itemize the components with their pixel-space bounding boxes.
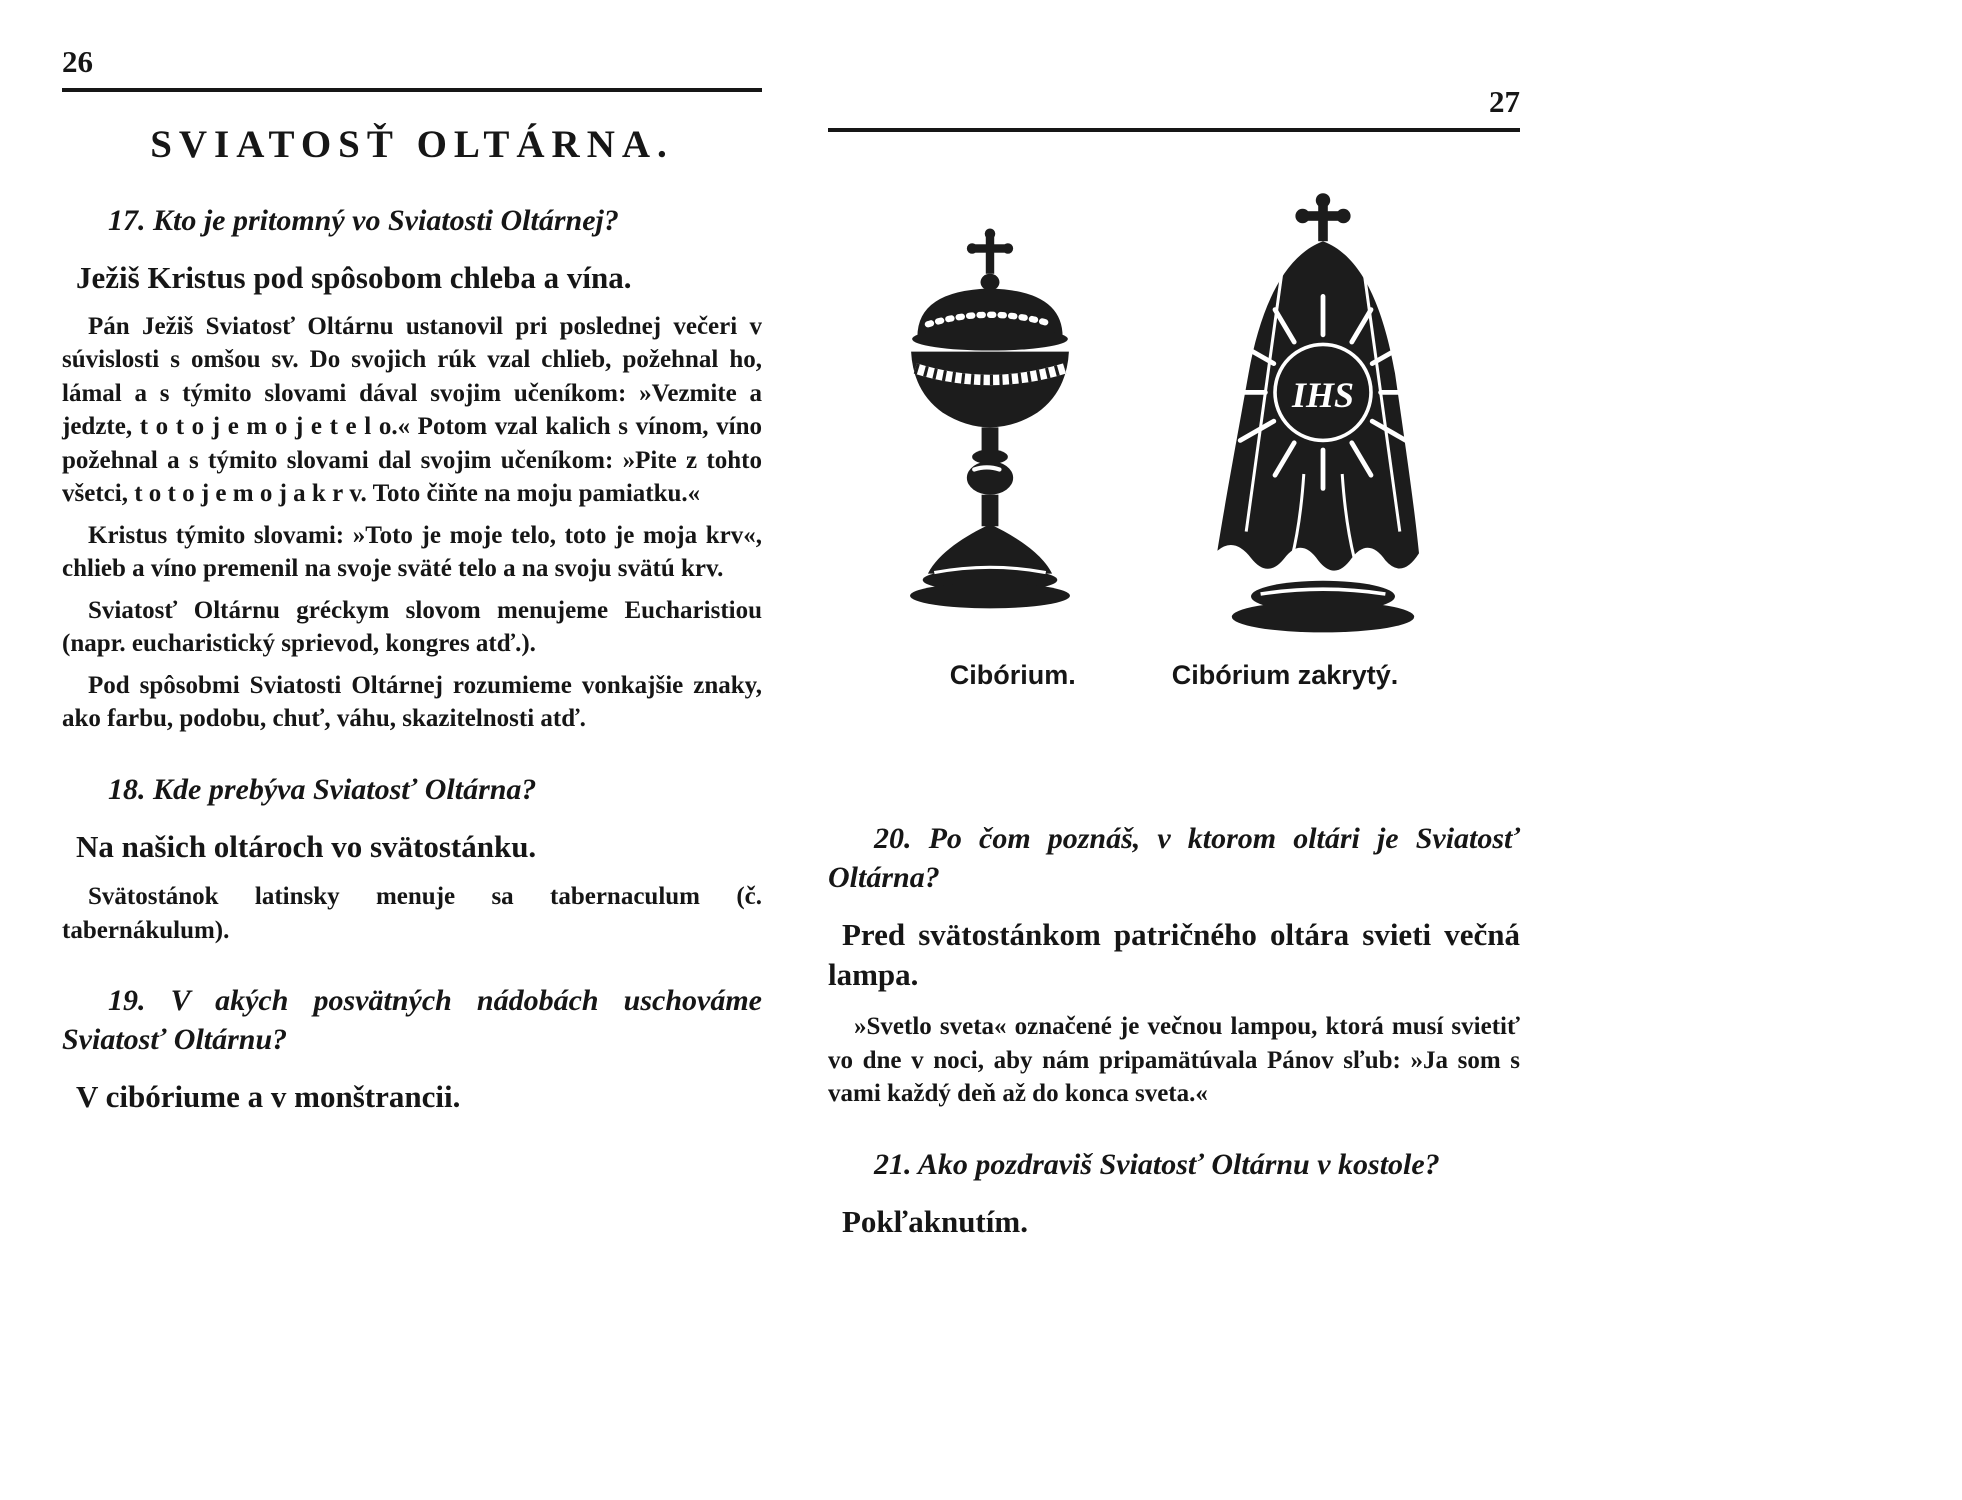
answer-21: Pokľaknutím.	[842, 1203, 1028, 1239]
paragraph-transubstantiation: Kristus týmito slovami: »Toto je moje telo, toto je moja krv«, chlieb a víno premenil na svoje sväté telo a na svoju svätú krv.	[62, 521, 762, 583]
question-17-heading: 17. Kto je pritomný vo Sviatosti Oltárnej?	[108, 204, 619, 237]
paragraph-eucharist-term: Sviatosť Oltárnu gréckym slovom menujeme Eucharistiou (napr. eucharistický sprievod, kongres atď.).	[62, 596, 762, 658]
figure-captions	[828, 660, 1520, 691]
page-26	[62, 44, 762, 1117]
ciborium-open-illustration	[869, 202, 1111, 638]
paragraph-tabernacle: Svätostánok latinsky menuje sa tabernaculum (č. tabernákulum).	[62, 883, 762, 944]
header-rule-right	[828, 128, 1520, 132]
paragraph-species: Pod spôsobmi Sviatosti Oltárnej rozumieme vonkajšie znaky, ako farbu, podobu, chuť, váhu, skazitelnosti atď.	[62, 671, 762, 733]
question-20-heading: 20. Po čom poznáš, v ktorom oltári je Sviatosť Oltárna?	[828, 822, 1520, 894]
ciborium-figure	[828, 176, 1520, 638]
answer-20: Pred svätostánkom patričného oltára svieti večná lampa.	[828, 917, 1520, 992]
paragraph-institution: Pán Ježiš Sviatosť Oltárnu ustanovil pri poslednej večeri v súvislosti s omšou sv. Do svojich rúk vzal chlieb, požehnal ho, lámal a s týmito slovami dával svojim učeníkom: »Vezmite a jedzte, t o t o j e m o j e t e l o.« Potom vzal kalich s vínom, víno požehnal a s týmito slovami dal svojim učeníkom: »Pite z tohto všetci, t o t o j e m o j a k r v. Toto čiňte na moju pamiatku.«	[62, 312, 762, 508]
ciborium-veiled-column	[1167, 190, 1479, 638]
question-19-heading: 19. V akých posvätných nádobách uschováme Sviatosť Oltárnu?	[62, 984, 762, 1057]
page-title: SVIATOSŤ OLTÁRNA.	[150, 123, 674, 166]
caption-ciborium-veiled: Cibórium zakrytý.	[1171, 660, 1399, 690]
question-18-heading: 18. Kde prebýva Sviatosť Oltárna?	[108, 772, 537, 806]
answer-17: Ježiš Kristus pod spôsobom chleba a vína.	[76, 260, 632, 295]
ihs-monogram: IHS	[1291, 374, 1355, 415]
answer-18: Na našich oltároch vo svätostánku.	[76, 828, 537, 864]
page-number-26: 26	[62, 44, 93, 79]
ciborium-open-column	[869, 202, 1111, 638]
ciborium-veiled-illustration	[1167, 190, 1479, 638]
header-rule-left	[62, 88, 762, 92]
caption-ciborium-open: Cibórium.	[949, 660, 1076, 690]
page-27	[828, 84, 1520, 1242]
paragraph-eternal-lamp: »Svetlo sveta« označené je večnou lampou, ktorá musí svietiť vo dne v noci, aby nám pripamätúvala Pánov sľub: »Ja som s vami každý deň až do konca sveta.«	[828, 1013, 1520, 1108]
answer-19: V cibóriume a v monštrancii.	[76, 1079, 461, 1115]
page-number-27: 27	[1489, 84, 1520, 119]
question-21-heading: 21. Ako pozdraviš Sviatosť Oltárnu v kostole?	[874, 1147, 1440, 1181]
